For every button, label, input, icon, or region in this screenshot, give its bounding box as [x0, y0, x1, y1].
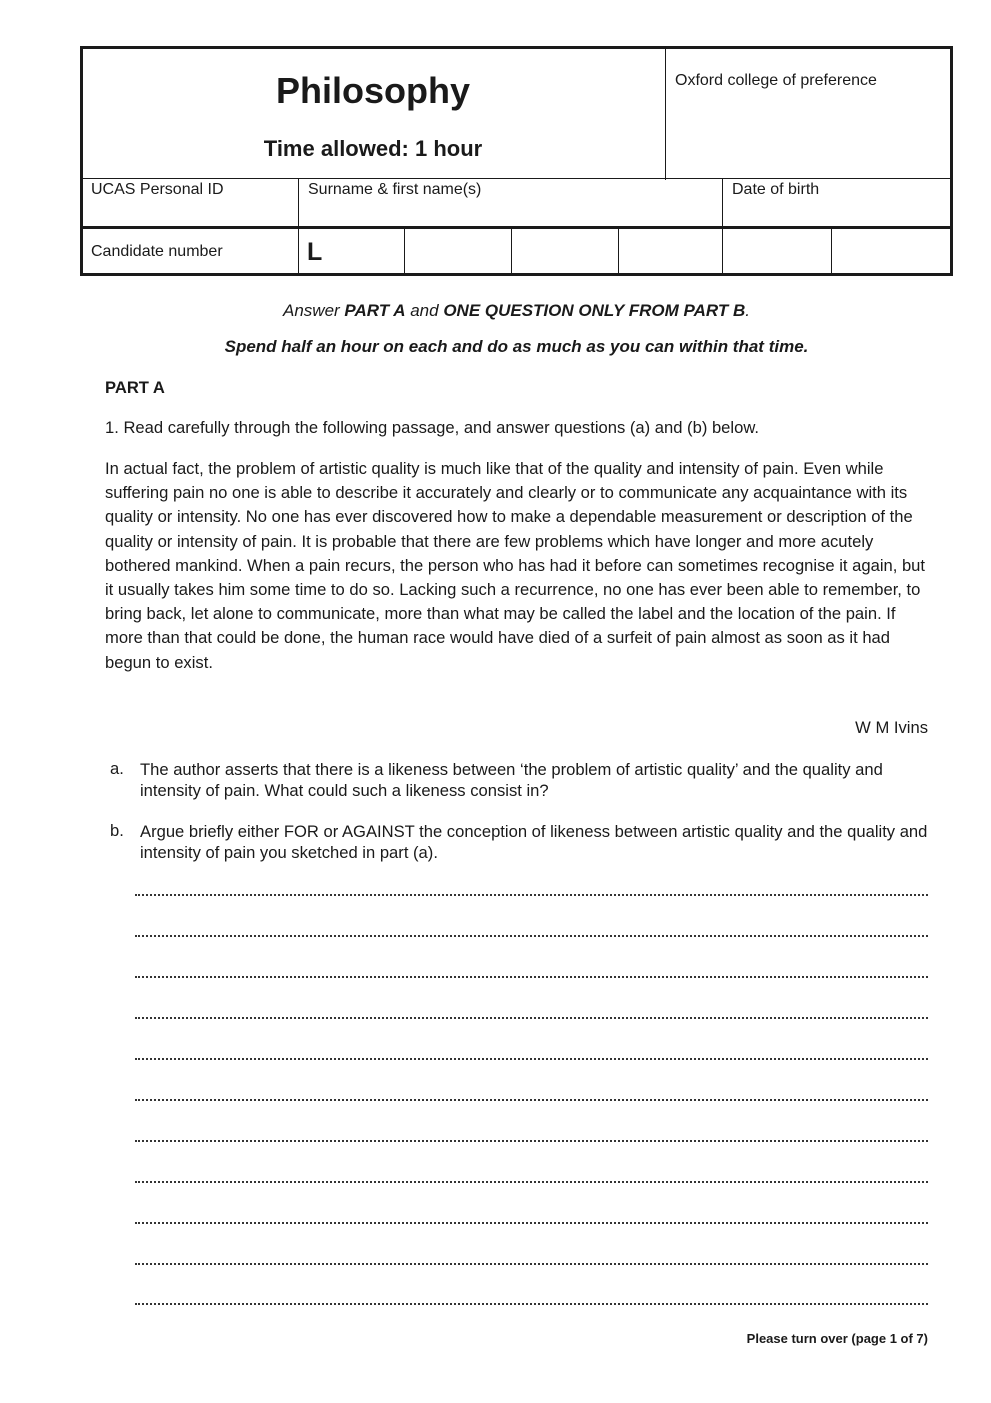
candidate-number-prefix: L — [307, 238, 323, 266]
answer-line[interactable] — [135, 1181, 928, 1183]
passage: In actual fact, the problem of artistic quality is much like that of the quality and intensity of pain. Even while suffering pain no one is able to describe it accurately and clearly or to communicate any acquaintance with its quality or intensity. No one has ever discovered how to make a dependable measurement or description of the quality or intensity of pain. It is probable that there are few problems which have longer and more acutely bothered mankind. When a pain recurs, the person who has had it before can sometimes recognise it again, but it usually takes him some time to do so. Lacking such a recurrence, no one has ever been able to remember, to bring back, let alone to communicate, more than what may be called the label and the location of the pain. If more than that could be done, the human race would have died of a surfeit of pain almost as soon as it had begun to exist. — [105, 459, 926, 672]
answer-line[interactable] — [135, 935, 928, 937]
attribution: W M Ivins — [855, 718, 928, 737]
instruction-line-1 — [80, 301, 953, 321]
dob-field[interactable]: Date of birth — [732, 181, 820, 198]
instruction-line-2: Spend half an hour on each and do as much as you can within that time. — [224, 337, 809, 356]
page-footer: Please turn over (page 1 of 7) — [746, 1331, 928, 1346]
instruction-text: Answer — [283, 301, 345, 320]
name-field[interactable]: Surname & first name(s) — [308, 181, 482, 198]
answer-line[interactable] — [135, 1222, 928, 1224]
sub-question-letter: b. — [110, 821, 124, 840]
answer-line[interactable] — [135, 1263, 928, 1265]
divider — [82, 178, 951, 179]
answer-line[interactable] — [135, 1058, 928, 1060]
part-a-heading: PART A — [105, 378, 165, 397]
sub-question-letter: a. — [110, 759, 124, 778]
divider — [618, 228, 619, 274]
answer-line[interactable] — [135, 1099, 928, 1101]
instruction-emphasis: PART A — [344, 301, 406, 320]
question-1: 1. Read carefully through the following passage, and answer questions (a) and (b) below. — [105, 418, 760, 437]
divider — [511, 228, 512, 274]
instruction-emphasis: ONE QUESTION ONLY FROM PART B — [443, 301, 746, 320]
divider — [831, 228, 832, 274]
time-allowed: Time allowed: 1 hour — [263, 136, 483, 161]
divider — [82, 226, 951, 229]
answer-line[interactable] — [135, 894, 928, 896]
candidate-number-label: Candidate number — [91, 243, 223, 260]
sub-question-a: The author asserts that there is a likeness between ‘the problem of artistic quality’ and the quality and intensity of pain. What could such a likeness consist in? — [140, 760, 883, 800]
instruction-text: and — [405, 301, 444, 320]
sub-question-b: Argue briefly either FOR or AGAINST the conception of likeness between artistic quality and the quality and intensity of pain you sketched in part (a). — [140, 822, 928, 862]
divider — [404, 228, 405, 274]
answer-line[interactable] — [135, 976, 928, 978]
instruction-text: . — [745, 301, 750, 320]
subject-title: Philosophy — [275, 70, 470, 111]
answer-line[interactable] — [135, 1303, 928, 1305]
answer-line[interactable] — [135, 1140, 928, 1142]
answer-line[interactable] — [135, 1017, 928, 1019]
ucas-id-field[interactable]: UCAS Personal ID — [91, 181, 224, 198]
college-field[interactable]: Oxford college of preference — [675, 72, 877, 89]
